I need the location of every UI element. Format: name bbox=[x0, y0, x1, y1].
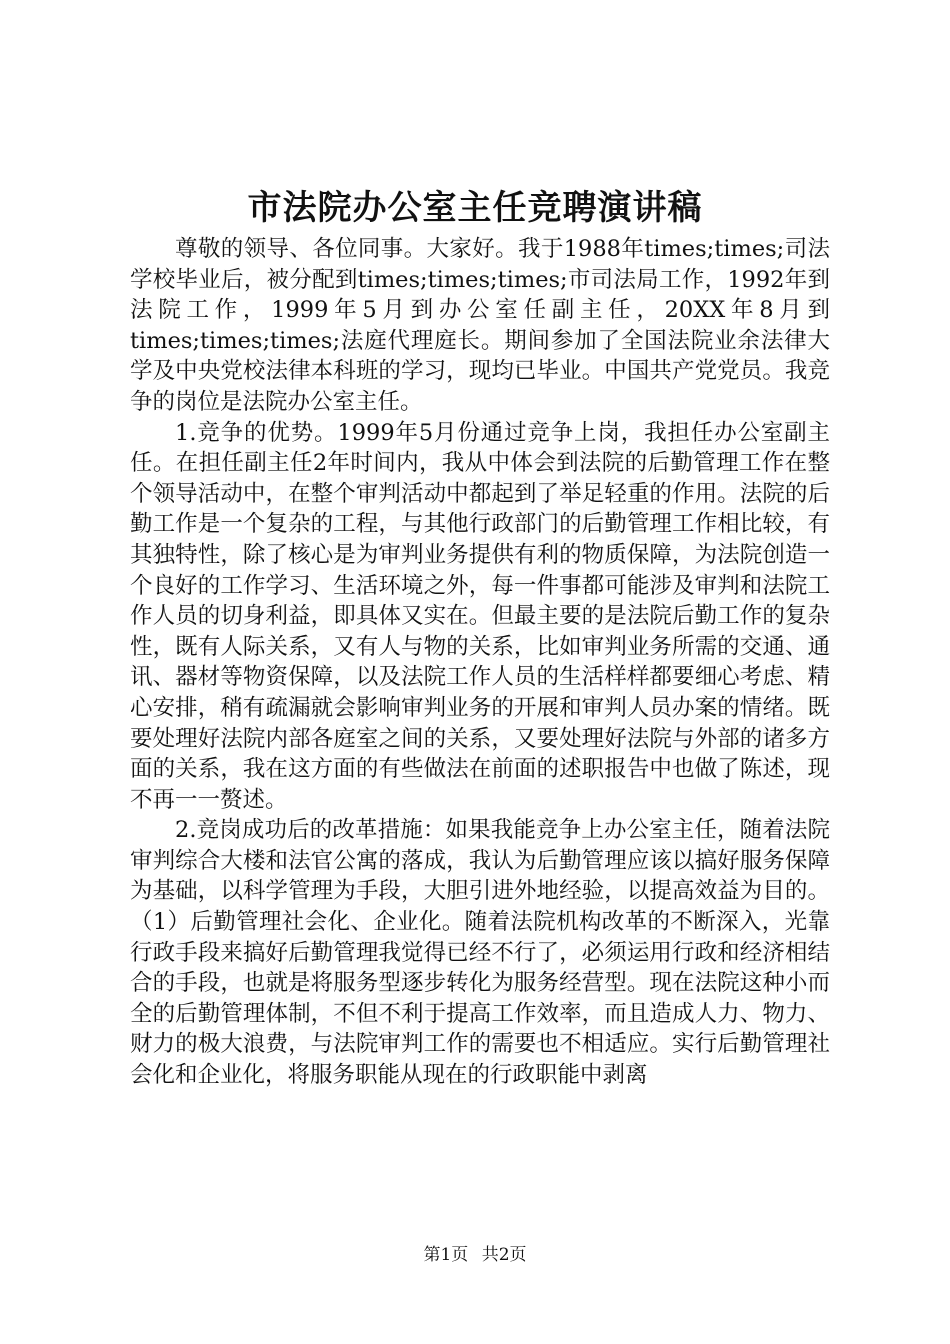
paragraph-intro: 尊敬的领导、各位同事。大家好。我于1988年times;times;司法学校毕业后，被分配到times;times;times;市司法局工作，1992年到法院工作，1999年5月到办公室任副主任，20XX年8月到times;times;times;法庭代理庭长。期间参加了全国法院业余法律大学及中央党校法律本科班的学习，现均已毕业。中国共产党党员。我竞争的岗位是法院办公室主任。 bbox=[130, 236, 830, 415]
page-number: 第1页 bbox=[423, 1245, 469, 1265]
document-title: 市法院办公室主任竞聘演讲稿 bbox=[247, 188, 703, 228]
page-footer bbox=[0, 1243, 950, 1267]
document-body bbox=[130, 234, 830, 1091]
paragraph-reform-measures: 2.竞岗成功后的改革措施：如果我能竞争上办公室主任，随着法院审判综合大楼和法官公寓的落成，我认为后勤管理应该以搞好服务保障为基础，以科学管理为手段，大胆引进外地经验，以提高效益为目的。（1）后勤管理社会化、企业化。随着法院机构改革的不断深入，光靠行政手段来搞好后勤管理我觉得已经不行了，必须运用行政和经济相结合的手段，也就是将服务型逐步转化为服务经营型。现在法院这种小而全的后勤管理体制，不但不利于提高工作效率，而且造成人力、物力、财力的极大浪费，与法院审判工作的需要也不相适应。实行后勤管理社会化和企业化，将服务职能从现在的行政职能中剥离 bbox=[130, 817, 830, 1089]
page-total: 共2页 bbox=[481, 1245, 527, 1265]
paragraph-advantages: 1.竞争的优势。1999年5月份通过竞争上岗，我担任办公室副主任。在担任副主任2年时间内，我从中体会到法院的后勤管理工作在整个领导活动中，在整个审判活动中都起到了举足轻重的作用。法院的后勤工作是一个复杂的工程，与其他行政部门的后勤管理工作相比较，有其独特性，除了核心是为审判业务提供有利的物质保障，为法院创造一个良好的工作学习、生活环境之外，每一件事都可能涉及审判和法院工作人员的切身利益，即具体又实在。但最主要的是法院后勤工作的复杂性，既有人际关系，又有人与物的关系，比如审判业务所需的交通、通讯、器材等物资保障，以及法院工作人员的生活样样都要细心考虑、精心安排，稍有疏漏就会影响审判业务的开展和审判人员办案的情绪。既要处理好法院内部各庭室之间的关系，又要处理好法院与外部的诸多方面的关系，我在这方面的有些做法在前面的述职报告中也做了陈述，现不再一一赘述。 bbox=[130, 419, 830, 813]
